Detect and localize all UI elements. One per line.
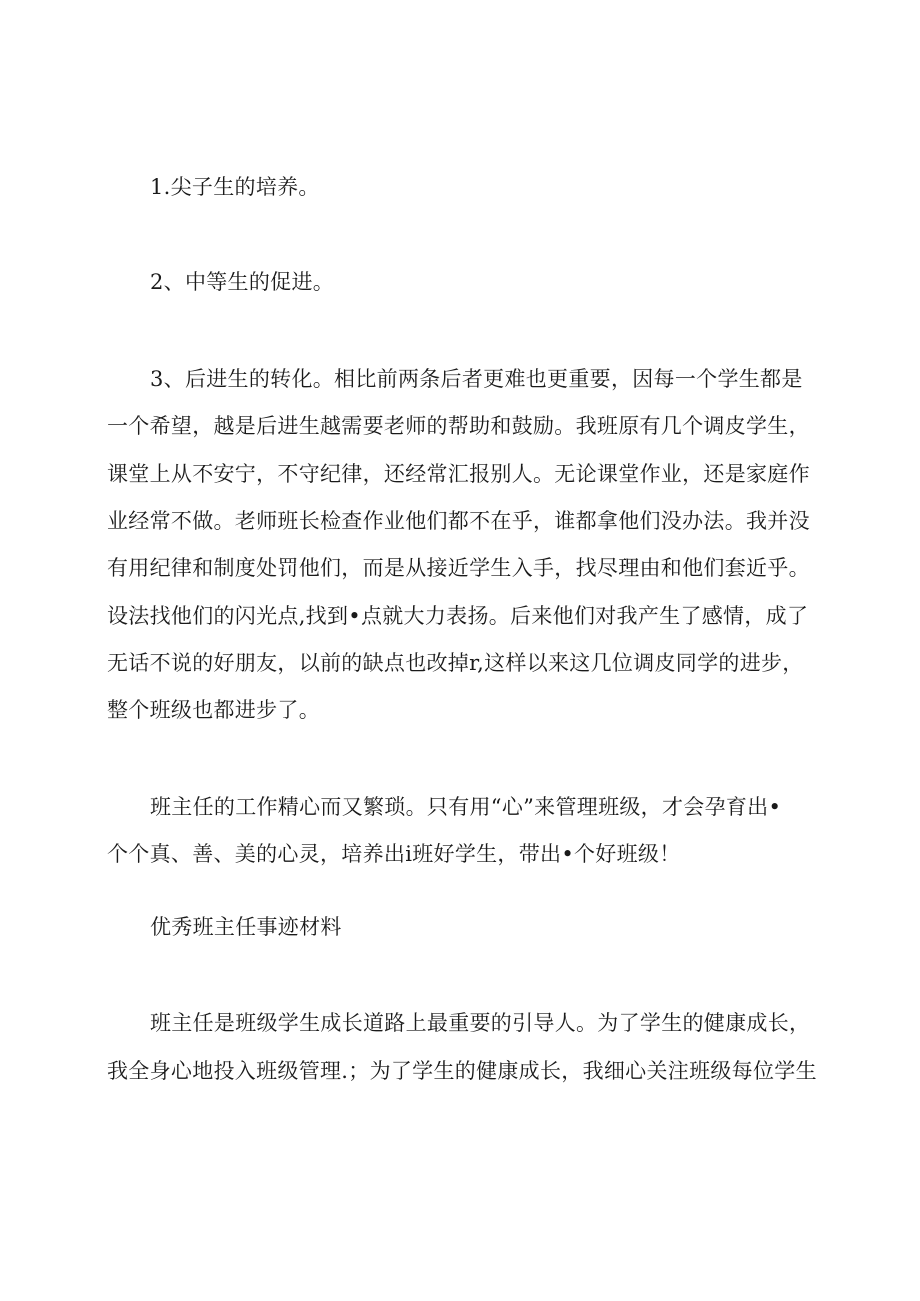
list-item-1: 1.尖子生的培养。 bbox=[150, 175, 320, 199]
paragraph-line: 班主任的工作精心而又繁琐。只有用“心”来管理班级，才会孕育出• bbox=[150, 795, 782, 819]
paragraph-line: 我全身心地投入班级管理.；为了学生的健康成长，我细心关注班级每位学生 bbox=[107, 1059, 817, 1083]
paragraph-line: 3、后进生的转化。相比前两条后者更难也更重要，因每一个学生都是 bbox=[150, 367, 803, 391]
paragraph-line: 整个班级也都进步了。 bbox=[107, 698, 320, 722]
paragraph-line: 设法找他们的闪光点,找到•点就大力表扬。后来他们对我产生了感情，成了 bbox=[107, 604, 809, 628]
paragraph-line: 有用纪律和制度处罚他们，而是从接近学生入手，找尽理由和他们套近乎。 bbox=[107, 556, 810, 580]
paragraph-line: 班主任是班级学生成长道路上最重要的引导人。为了学生的健康成长， bbox=[150, 1011, 811, 1035]
paragraph-line: 个个真、善、美的心灵，培养出i班好学生，带出•个好班级！ bbox=[107, 842, 681, 866]
paragraph-line: 无话不说的好朋友，以前的缺点也改掉r,这样以来这几位调皮同学的进步， bbox=[107, 651, 804, 675]
section-title: 优秀班主任事迹材料 bbox=[150, 915, 342, 939]
paragraph-line: 业经常不做。老师班长检查作业他们都不在乎，谁都拿他们没办法。我并没 bbox=[107, 509, 810, 533]
list-item-2: 2、中等生的促进。 bbox=[150, 270, 335, 294]
paragraph-line: 一个希望，越是后进生越需要老师的帮助和鼓励。我班原有几个调皮学生， bbox=[107, 414, 810, 438]
paragraph-line: 课堂上从不安宁，不守纪律，还经常汇报别人。无论课堂作业，还是家庭作 bbox=[107, 462, 810, 486]
